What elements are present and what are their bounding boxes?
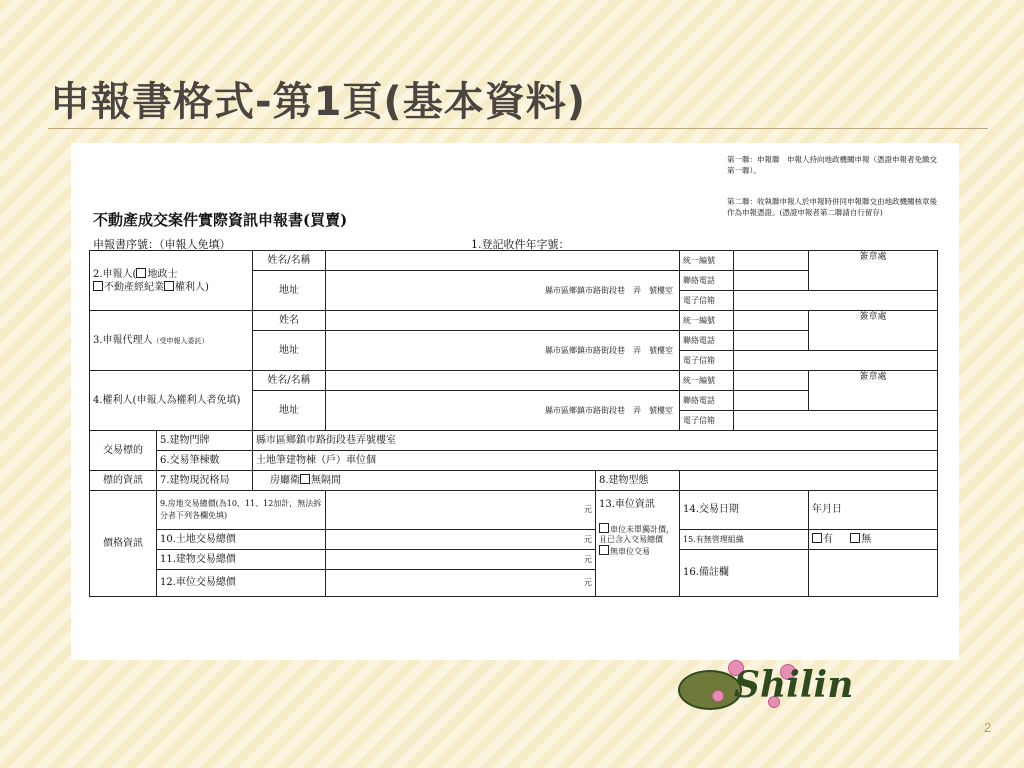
copy-note-first: 第一聯：申報聯 申報人持向地政機關申報（憑證申報者免繳交第一聯）。 (727, 155, 937, 175)
target-info-label: 標的資訊 (90, 471, 157, 491)
parking-info-label: 13.車位資訊 (599, 499, 655, 510)
right-holder-phone-label: 聯絡電話 (680, 391, 734, 411)
right-holder-address-label: 地址 (253, 391, 326, 431)
building-price-label: 11.建物交易總價 (157, 550, 326, 570)
declarant-id-label: 統一編號 (680, 251, 734, 271)
parking-option-none: 無車位交易 (599, 545, 676, 557)
right-holder-label-cell: 4.權利人(申報人為權利人者免填) (90, 371, 253, 431)
checkbox-no-parking[interactable] (599, 545, 609, 555)
checkbox-no-partition[interactable] (300, 474, 310, 484)
transaction-count-label: 6.交易筆棟數 (157, 451, 253, 471)
declarant-label-cell: 2.申報人( 地政士 不動產經紀業 權利人) (90, 251, 253, 311)
agent-email-label: 電子信箱 (680, 351, 734, 371)
declarant-address-label: 地址 (253, 271, 326, 311)
target-label: 交易標的 (90, 431, 157, 471)
copy-note-second: 第二聯：收執聯申報人於申報時併同申報聯交由地政機關核章後作為申報憑證。(憑證申報者第二聯請自行留存) (727, 197, 937, 217)
flower-icon (712, 690, 724, 702)
right-holder-address-field[interactable]: 縣市區鄉鎮市路街段巷 弄 號樓室 (326, 391, 680, 431)
agent-email-field[interactable] (734, 351, 938, 371)
form-title: 不動產成交案件實際資訊申報書(買賣) (93, 211, 348, 229)
right-holder-email-label: 電子信箱 (680, 411, 734, 431)
building-type-field[interactable] (680, 471, 938, 491)
total-price-label: 9.房地交易總價(為10、11、12加計，無法拆分者下列各欄免填) (157, 491, 326, 530)
declarant-email-field[interactable] (734, 291, 938, 311)
title-underline (48, 128, 988, 129)
logo-emblem-icon (678, 670, 742, 710)
right-holder-phone-field[interactable] (734, 391, 809, 411)
building-price-field[interactable]: 元 (326, 550, 596, 570)
total-price-field[interactable]: 元 (326, 491, 596, 530)
agent-seal-box[interactable]: 簽章處 (809, 311, 938, 351)
checkbox-mgmt-yes[interactable] (812, 533, 822, 543)
declaration-form-table (89, 250, 938, 597)
parking-option-unpriced: 車位未單獨計價，且已含入交易總價 (599, 525, 674, 544)
checkbox-mgmt-no[interactable] (850, 533, 860, 543)
building-layout-field[interactable]: 房廳衛 無隔間 (253, 471, 596, 491)
shilin-logo (672, 656, 937, 718)
land-price-label: 10.土地交易總價 (157, 530, 326, 550)
agent-phone-field[interactable] (734, 331, 809, 351)
parking-price-field[interactable]: 元 (326, 570, 596, 597)
agent-phone-label: 聯絡電話 (680, 331, 734, 351)
agent-address-field[interactable]: 縣市區鄉鎮市路街段巷 弄 號樓室 (326, 331, 680, 371)
declarant-phone-label: 聯絡電話 (680, 271, 734, 291)
building-layout-label: 7.建物現況格局 (157, 471, 253, 491)
declarant-seal-box[interactable]: 簽章處 (809, 251, 938, 291)
building-plate-label: 5.建物門牌 (157, 431, 253, 451)
right-holder-seal-box[interactable]: 簽章處 (809, 371, 938, 411)
management-org-label: 15.有無管理組織 (680, 530, 809, 550)
checkbox-parking-included[interactable] (599, 523, 609, 533)
right-holder-name-field[interactable] (326, 371, 680, 391)
right-holder-name-label: 姓名/名稱 (253, 371, 326, 391)
building-type-label: 8.建物型態 (596, 471, 680, 491)
checkbox-right-holder[interactable] (164, 281, 174, 291)
serial-number-label: 申報書序號：（申報人免填） (93, 238, 231, 251)
declarant-name-label: 姓名/名稱 (253, 251, 326, 271)
transaction-count-field[interactable]: 土地筆建物棟（戶）車位個 (253, 451, 938, 471)
agent-label-cell: 3.申報代理人（受申報人委託） (90, 311, 253, 371)
right-holder-id-label: 統一編號 (680, 371, 734, 391)
logo-wordmark: Shilin (734, 664, 854, 706)
parking-price-label: 12.車位交易總價 (157, 570, 326, 597)
checkbox-land-agent[interactable] (136, 268, 146, 278)
agent-name-label: 姓名 (253, 311, 326, 331)
declarant-id-field[interactable] (734, 251, 809, 271)
agent-name-field[interactable] (326, 311, 680, 331)
price-label: 價格資訊 (90, 491, 157, 597)
agent-id-label: 統一編號 (680, 311, 734, 331)
management-org-field[interactable]: 有 無 (809, 530, 938, 550)
declarant-address-field[interactable]: 縣市區鄉鎮市路街段巷 弄 號樓室 (326, 271, 680, 311)
declarant-email-label: 電子信箱 (680, 291, 734, 311)
right-holder-email-field[interactable] (734, 411, 938, 431)
slide-title: 申報書格式-第1頁(基本資料) (50, 79, 586, 125)
checkbox-broker[interactable] (93, 281, 103, 291)
form-image-panel (71, 143, 959, 660)
land-price-field[interactable]: 元 (326, 530, 596, 550)
transaction-date-label: 14.交易日期 (680, 491, 809, 530)
agent-id-field[interactable] (734, 311, 809, 331)
receipt-number-label: 1.登記收件年字號： (471, 238, 570, 251)
declarant-name-field[interactable] (326, 251, 680, 271)
parking-info-cell (596, 491, 680, 597)
remarks-field[interactable] (809, 550, 938, 597)
right-holder-id-field[interactable] (734, 371, 809, 391)
page-number: 2 (984, 720, 992, 735)
transaction-date-field[interactable]: 年月日 (809, 491, 938, 530)
agent-address-label: 地址 (253, 331, 326, 371)
declarant-phone-field[interactable] (734, 271, 809, 291)
building-plate-field[interactable]: 縣市區鄉鎮市路街段巷弄號樓室 (253, 431, 938, 451)
remarks-label: 16.備註欄 (680, 550, 809, 597)
